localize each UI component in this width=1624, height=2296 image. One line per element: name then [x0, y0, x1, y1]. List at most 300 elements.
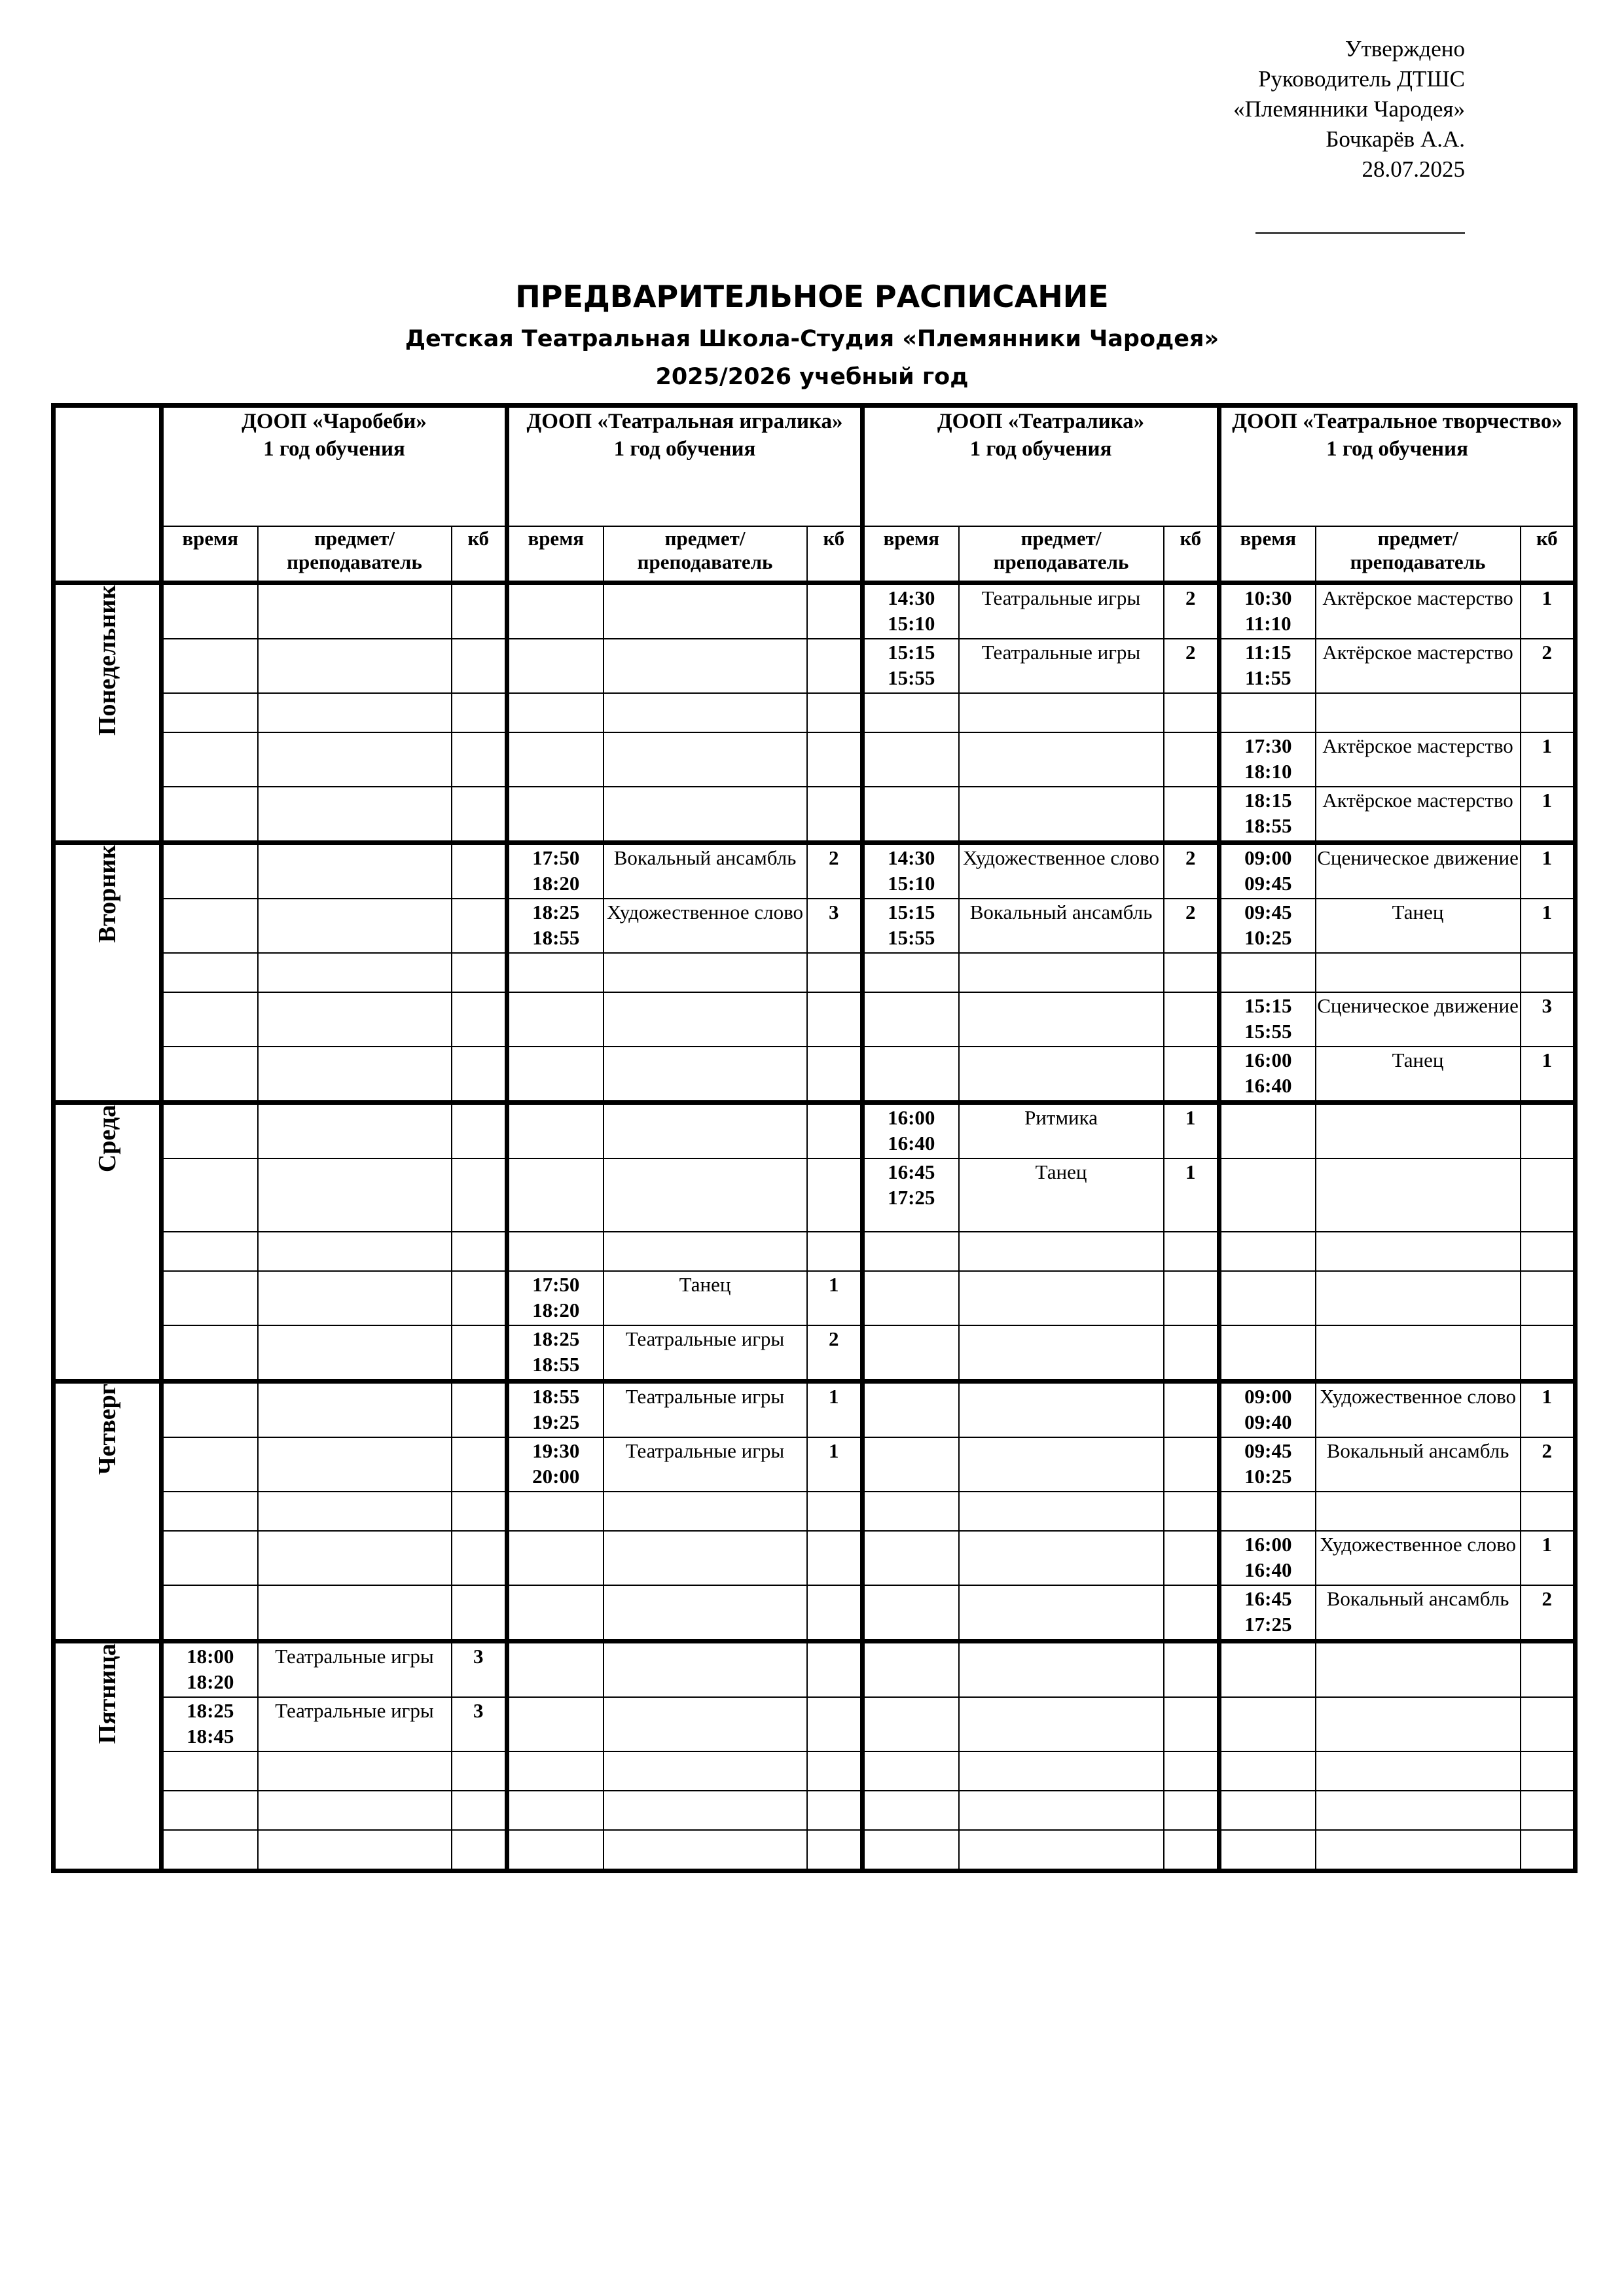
lesson-kb: 3: [1521, 992, 1576, 1047]
lesson-kb: [452, 1271, 507, 1325]
lesson-subject: Ритмика: [959, 1103, 1164, 1159]
lesson-kb: [1164, 1791, 1219, 1830]
lesson-end-time: 18:45: [187, 1725, 234, 1748]
lesson-time: [863, 992, 959, 1047]
lesson-time: [507, 1158, 604, 1232]
lesson-kb: 2: [1164, 843, 1219, 899]
schedule-row: [54, 953, 1576, 992]
lesson-subject: [258, 693, 452, 732]
lesson-subject: Вокальный ансамбль: [959, 899, 1164, 953]
lesson-kb: [807, 992, 863, 1047]
lesson-time: [863, 1751, 959, 1791]
lesson-start-time: 09:00: [1244, 1385, 1292, 1408]
lesson-time: [863, 1791, 959, 1830]
lesson-end-time: 18:55: [532, 926, 580, 949]
lesson-subject: [604, 1047, 807, 1103]
lesson-subject: [959, 1751, 1164, 1791]
lesson-start-time: 18:55: [532, 1385, 580, 1408]
lesson-subject: [604, 1492, 807, 1531]
lesson-kb: [1164, 1047, 1219, 1103]
lesson-time: [162, 1791, 258, 1830]
lesson-kb: [807, 1103, 863, 1159]
lesson-subject: [604, 1585, 807, 1641]
lesson-kb: 2: [1521, 1585, 1576, 1641]
lesson-kb: 2: [1164, 583, 1219, 639]
lesson-time: [1219, 1437, 1316, 1492]
lesson-time: [1219, 1641, 1316, 1698]
lesson-kb: [807, 787, 863, 843]
lesson-kb: [1521, 1641, 1576, 1698]
lesson-time: [507, 787, 604, 843]
lesson-subject: [959, 787, 1164, 843]
lesson-time: [1219, 639, 1316, 693]
lesson-time: [863, 1103, 959, 1159]
lesson-end-time: 16:40: [1244, 1558, 1292, 1581]
lesson-time: [1219, 1232, 1316, 1271]
lesson-kb: [452, 693, 507, 732]
lesson-subject: Театральные игры: [604, 1437, 807, 1492]
lesson-kb: [807, 1830, 863, 1871]
lesson-subject: [959, 1232, 1164, 1271]
schedule-row: [54, 1531, 1576, 1585]
lesson-time: [863, 899, 959, 953]
lesson-subject: Художественное слово: [1316, 1382, 1521, 1438]
lesson-time: [863, 1830, 959, 1871]
schedule-row: [54, 1492, 1576, 1531]
lesson-end-time: 09:40: [1244, 1410, 1292, 1433]
lesson-time: [162, 1232, 258, 1271]
lesson-kb: [807, 732, 863, 787]
lesson-time: [1219, 1325, 1316, 1382]
column-header-kb: кб: [1521, 526, 1576, 583]
approval-line: Утверждено: [1344, 36, 1465, 62]
lesson-kb: [452, 732, 507, 787]
lesson-subject: [258, 1103, 452, 1159]
schedule-row: [54, 1103, 1576, 1159]
lesson-subject: [959, 1047, 1164, 1103]
lesson-kb: [807, 1791, 863, 1830]
lesson-subject: [258, 1830, 452, 1871]
lesson-subject: [1316, 1492, 1521, 1531]
lesson-time: [507, 1232, 604, 1271]
lesson-start-time: 18:25: [532, 1327, 580, 1350]
schedule-row: [54, 1751, 1576, 1791]
column-header-subject: предмет/ преподаватель: [604, 526, 807, 583]
schedule-row: [54, 1697, 1576, 1751]
lesson-kb: 3: [452, 1697, 507, 1751]
lesson-time: [162, 1751, 258, 1791]
lesson-start-time: 15:15: [888, 901, 935, 924]
lesson-time: [162, 732, 258, 787]
schedule-row: [54, 1047, 1576, 1103]
lesson-subject: [959, 1325, 1164, 1382]
lesson-end-time: 18:10: [1244, 760, 1292, 783]
lesson-start-time: 18:25: [187, 1699, 234, 1722]
column-header-kb: кб: [807, 526, 863, 583]
lesson-kb: 1: [1164, 1158, 1219, 1232]
lesson-kb: [1521, 1751, 1576, 1791]
lesson-kb: [807, 1697, 863, 1751]
lesson-subject: Вокальный ансамбль: [1316, 1437, 1521, 1492]
lesson-kb: 2: [1521, 1437, 1576, 1492]
lesson-kb: [807, 1531, 863, 1585]
lesson-time: [162, 1830, 258, 1871]
day-label: Пятница: [54, 1641, 162, 1871]
lesson-subject: [604, 992, 807, 1047]
lesson-kb: [1521, 1158, 1576, 1232]
day-header-corner: [54, 406, 162, 583]
lesson-subject: [258, 1791, 452, 1830]
lesson-end-time: 09:45: [1244, 872, 1292, 895]
lesson-subject: [1316, 953, 1521, 992]
lesson-subject: [1316, 1325, 1521, 1382]
lesson-subject: [604, 583, 807, 639]
lesson-kb: [1164, 992, 1219, 1047]
lesson-subject: Танец: [1316, 1047, 1521, 1103]
lesson-kb: [807, 1047, 863, 1103]
lesson-start-time: 10:30: [1244, 586, 1292, 609]
lesson-kb: 2: [807, 1325, 863, 1382]
lesson-time: [162, 583, 258, 639]
day-label: Понедельник: [54, 583, 162, 843]
lesson-start-time: 17:50: [532, 846, 580, 869]
lesson-start-time: 15:15: [888, 641, 935, 664]
lesson-subject: [959, 1585, 1164, 1641]
lesson-subject: [1316, 1791, 1521, 1830]
lesson-time: [507, 843, 604, 899]
lesson-subject: [604, 639, 807, 693]
lesson-time: [507, 1047, 604, 1103]
lesson-subject: [604, 1232, 807, 1271]
lesson-time: [1219, 1585, 1316, 1641]
lesson-subject: [959, 732, 1164, 787]
lesson-kb: [1164, 1382, 1219, 1438]
lesson-start-time: 16:45: [888, 1160, 935, 1183]
column-header-subject: предмет/ преподаватель: [258, 526, 452, 583]
lesson-start-time: 17:30: [1244, 734, 1292, 757]
lesson-time: [863, 787, 959, 843]
lesson-subject: [1316, 1232, 1521, 1271]
lesson-time: [1219, 1382, 1316, 1438]
lesson-time: [507, 1325, 604, 1382]
lesson-time: [507, 1641, 604, 1698]
lesson-time: [1219, 1103, 1316, 1159]
lesson-time: [507, 1271, 604, 1325]
lesson-time: [1219, 1271, 1316, 1325]
lesson-time: [863, 1047, 959, 1103]
lesson-end-time: 19:25: [532, 1410, 580, 1433]
lesson-start-time: 15:15: [1244, 994, 1292, 1017]
approval-line: Руководитель ДТШС: [1258, 66, 1465, 92]
lesson-subject: [604, 1641, 807, 1698]
schedule-row: [54, 1325, 1576, 1382]
schedule-row: [54, 583, 1576, 639]
lesson-subject: [258, 1382, 452, 1438]
lesson-time: [507, 693, 604, 732]
lesson-kb: [1164, 732, 1219, 787]
lesson-subject: [604, 1531, 807, 1585]
lesson-time: [507, 1697, 604, 1751]
lesson-kb: [452, 1791, 507, 1830]
lesson-subject: [959, 1791, 1164, 1830]
lesson-start-time: 16:45: [1244, 1587, 1292, 1610]
lesson-time: [1219, 1697, 1316, 1751]
lesson-time: [507, 583, 604, 639]
lesson-subject: [604, 732, 807, 787]
lesson-time: [1219, 992, 1316, 1047]
lesson-time: [162, 1382, 258, 1438]
lesson-subject: Художественное слово: [959, 843, 1164, 899]
lesson-subject: Сценическое движение: [1316, 843, 1521, 899]
lesson-subject: Танец: [1316, 899, 1521, 953]
lesson-subject: [258, 953, 452, 992]
lesson-subject: [258, 1531, 452, 1585]
lesson-kb: 1: [807, 1382, 863, 1438]
lesson-time: [863, 639, 959, 693]
lesson-kb: [1164, 1232, 1219, 1271]
approval-line: «Племянники Чародея»: [1233, 96, 1465, 122]
lesson-time: [863, 693, 959, 732]
lesson-subject: [604, 1158, 807, 1232]
lesson-time: [162, 1047, 258, 1103]
lesson-subject: [258, 1751, 452, 1791]
schedule-row: [54, 1641, 1576, 1698]
lesson-kb: [452, 787, 507, 843]
lesson-subject: [959, 1382, 1164, 1438]
lesson-time: [162, 1271, 258, 1325]
lesson-subject: [959, 1271, 1164, 1325]
lesson-time: [162, 1585, 258, 1641]
lesson-kb: [1521, 1492, 1576, 1531]
lesson-kb: [1164, 1437, 1219, 1492]
lesson-time: [863, 1382, 959, 1438]
lesson-time: [507, 639, 604, 693]
academic-year: 2025/2026 учебный год: [655, 364, 969, 390]
lesson-subject: Театральные игры: [604, 1325, 807, 1382]
lesson-subject: Танец: [604, 1271, 807, 1325]
lesson-time: [162, 1641, 258, 1698]
lesson-time: [162, 1492, 258, 1531]
lesson-kb: [452, 953, 507, 992]
lesson-time: [162, 843, 258, 899]
lesson-time: [1219, 1047, 1316, 1103]
lesson-time: [162, 1325, 258, 1382]
lesson-time: [863, 1585, 959, 1641]
lesson-start-time: 18:15: [1244, 789, 1292, 812]
lesson-subject: [959, 1641, 1164, 1698]
schedule-row: [54, 693, 1576, 732]
lesson-kb: [1164, 1641, 1219, 1698]
schedule-row: [54, 1791, 1576, 1830]
lesson-subject: [258, 787, 452, 843]
lesson-subject: [258, 1437, 452, 1492]
lesson-subject: [1316, 693, 1521, 732]
lesson-kb: [452, 1437, 507, 1492]
lesson-kb: 1: [1521, 843, 1576, 899]
lesson-time: [863, 1641, 959, 1698]
lesson-kb: [807, 1641, 863, 1698]
lesson-end-time: 11:10: [1244, 612, 1291, 635]
lesson-kb: [1164, 1697, 1219, 1751]
lesson-subject: [258, 1047, 452, 1103]
lesson-time: [162, 1103, 258, 1159]
lesson-time: [162, 1531, 258, 1585]
lesson-time: [863, 1697, 959, 1751]
lesson-subject: [1316, 1641, 1521, 1698]
lesson-subject: Танец: [959, 1158, 1164, 1232]
lesson-subject: [258, 639, 452, 693]
schedule-row: [54, 899, 1576, 953]
lesson-kb: [807, 1492, 863, 1531]
lesson-time: [507, 899, 604, 953]
lesson-time: [507, 732, 604, 787]
lesson-time: [863, 1437, 959, 1492]
lesson-kb: 1: [807, 1437, 863, 1492]
lesson-time: [507, 1585, 604, 1641]
day-label: Вторник: [54, 843, 162, 1103]
lesson-time: [507, 1437, 604, 1492]
lesson-end-time: 15:55: [888, 666, 935, 689]
lesson-kb: [1164, 1585, 1219, 1641]
lesson-time: [863, 1232, 959, 1271]
lesson-end-time: 18:55: [532, 1353, 580, 1376]
lesson-kb: 1: [1521, 732, 1576, 787]
lesson-subject: [1316, 1271, 1521, 1325]
lesson-kb: [1521, 1830, 1576, 1871]
lesson-subject: Вокальный ансамбль: [1316, 1585, 1521, 1641]
lesson-kb: 2: [807, 843, 863, 899]
lesson-kb: [1164, 953, 1219, 992]
lesson-subject: [604, 953, 807, 992]
lesson-kb: 1: [1521, 583, 1576, 639]
lesson-subject: [1316, 1158, 1521, 1232]
lesson-subject: Театральные игры: [959, 639, 1164, 693]
schedule-row: [54, 1382, 1576, 1438]
program-header: ДООП «Театральная игралика» 1 год обучения: [507, 406, 863, 527]
lesson-subject: [604, 1791, 807, 1830]
lesson-time: [1219, 583, 1316, 639]
lesson-kb: [1164, 1492, 1219, 1531]
lesson-end-time: 18:55: [1244, 814, 1292, 837]
schedule-row: [54, 1232, 1576, 1271]
lesson-subject: [258, 1271, 452, 1325]
lesson-time: [162, 787, 258, 843]
column-header-kb: кб: [452, 526, 507, 583]
lesson-end-time: 16:40: [1244, 1074, 1292, 1097]
lesson-subject: [1316, 1697, 1521, 1751]
lesson-start-time: 18:25: [532, 901, 580, 924]
lesson-time: [863, 843, 959, 899]
schedule-row: [54, 732, 1576, 787]
lesson-subject: [258, 1232, 452, 1271]
lesson-kb: 1: [1164, 1103, 1219, 1159]
lesson-subject: Вокальный ансамбль: [604, 843, 807, 899]
column-header-kb: кб: [1164, 526, 1219, 583]
lesson-kb: [452, 1047, 507, 1103]
lesson-subject: [959, 953, 1164, 992]
lesson-end-time: 15:10: [888, 612, 935, 635]
lesson-kb: [452, 1531, 507, 1585]
lesson-start-time: 09:45: [1244, 901, 1292, 924]
lesson-kb: 1: [1521, 899, 1576, 953]
lesson-time: [863, 583, 959, 639]
lesson-kb: 2: [1164, 899, 1219, 953]
lesson-kb: [807, 953, 863, 992]
lesson-time: [162, 1437, 258, 1492]
lesson-end-time: 11:55: [1244, 666, 1291, 689]
lesson-time: [1219, 1531, 1316, 1585]
lesson-time: [1219, 1492, 1316, 1531]
lesson-kb: [807, 1751, 863, 1791]
approval-date: 28.07.2025: [1362, 156, 1465, 182]
lesson-time: [1219, 1830, 1316, 1871]
lesson-subject: [258, 899, 452, 953]
lesson-time: [1219, 787, 1316, 843]
lesson-kb: [452, 899, 507, 953]
lesson-time: [162, 1158, 258, 1232]
lesson-time: [162, 639, 258, 693]
lesson-subject: [258, 583, 452, 639]
lesson-subject: [604, 1697, 807, 1751]
lesson-end-time: 10:25: [1244, 1465, 1292, 1488]
lesson-start-time: 09:45: [1244, 1439, 1292, 1462]
lesson-subject: [959, 992, 1164, 1047]
lesson-kb: [1164, 693, 1219, 732]
lesson-time: [863, 1271, 959, 1325]
lesson-kb: [452, 639, 507, 693]
lesson-end-time: 20:00: [532, 1465, 580, 1488]
lesson-time: [1219, 1158, 1316, 1232]
lesson-time: [162, 899, 258, 953]
program-header: ДООП «Чаробеби» 1 год обучения: [162, 406, 507, 527]
lesson-start-time: 11:15: [1244, 641, 1291, 664]
lesson-time: [507, 1830, 604, 1871]
lesson-kb: [807, 1232, 863, 1271]
lesson-subject: Художественное слово: [1316, 1531, 1521, 1585]
program-header: ДООП «Театралика» 1 год обучения: [863, 406, 1219, 527]
lesson-kb: [1521, 1103, 1576, 1159]
lesson-time: [507, 1382, 604, 1438]
lesson-subject: [258, 1492, 452, 1531]
lesson-subject: [959, 693, 1164, 732]
lesson-kb: [1164, 1531, 1219, 1585]
lesson-subject: [604, 1830, 807, 1871]
lesson-kb: 1: [807, 1271, 863, 1325]
lesson-time: [507, 953, 604, 992]
lesson-kb: [1521, 1271, 1576, 1325]
lesson-kb: 1: [1521, 1382, 1576, 1438]
lesson-kb: [1521, 1232, 1576, 1271]
lesson-start-time: 16:00: [1244, 1049, 1292, 1071]
lesson-subject: [258, 843, 452, 899]
lesson-time: [863, 1325, 959, 1382]
lesson-subject: Театральные игры: [959, 583, 1164, 639]
lesson-start-time: 09:00: [1244, 846, 1292, 869]
lesson-time: [162, 693, 258, 732]
lesson-time: [863, 1492, 959, 1531]
lesson-kb: 2: [1521, 639, 1576, 693]
signature-line: [1255, 232, 1465, 234]
lesson-start-time: 17:50: [532, 1273, 580, 1296]
lesson-kb: [1521, 693, 1576, 732]
lesson-subject: [258, 992, 452, 1047]
column-header-time: время: [162, 526, 258, 583]
lesson-subject: [959, 1697, 1164, 1751]
lesson-time: [507, 1751, 604, 1791]
lesson-kb: [452, 1103, 507, 1159]
lesson-subject: Актёрское мастерство: [1316, 787, 1521, 843]
lesson-end-time: 18:20: [532, 1299, 580, 1321]
